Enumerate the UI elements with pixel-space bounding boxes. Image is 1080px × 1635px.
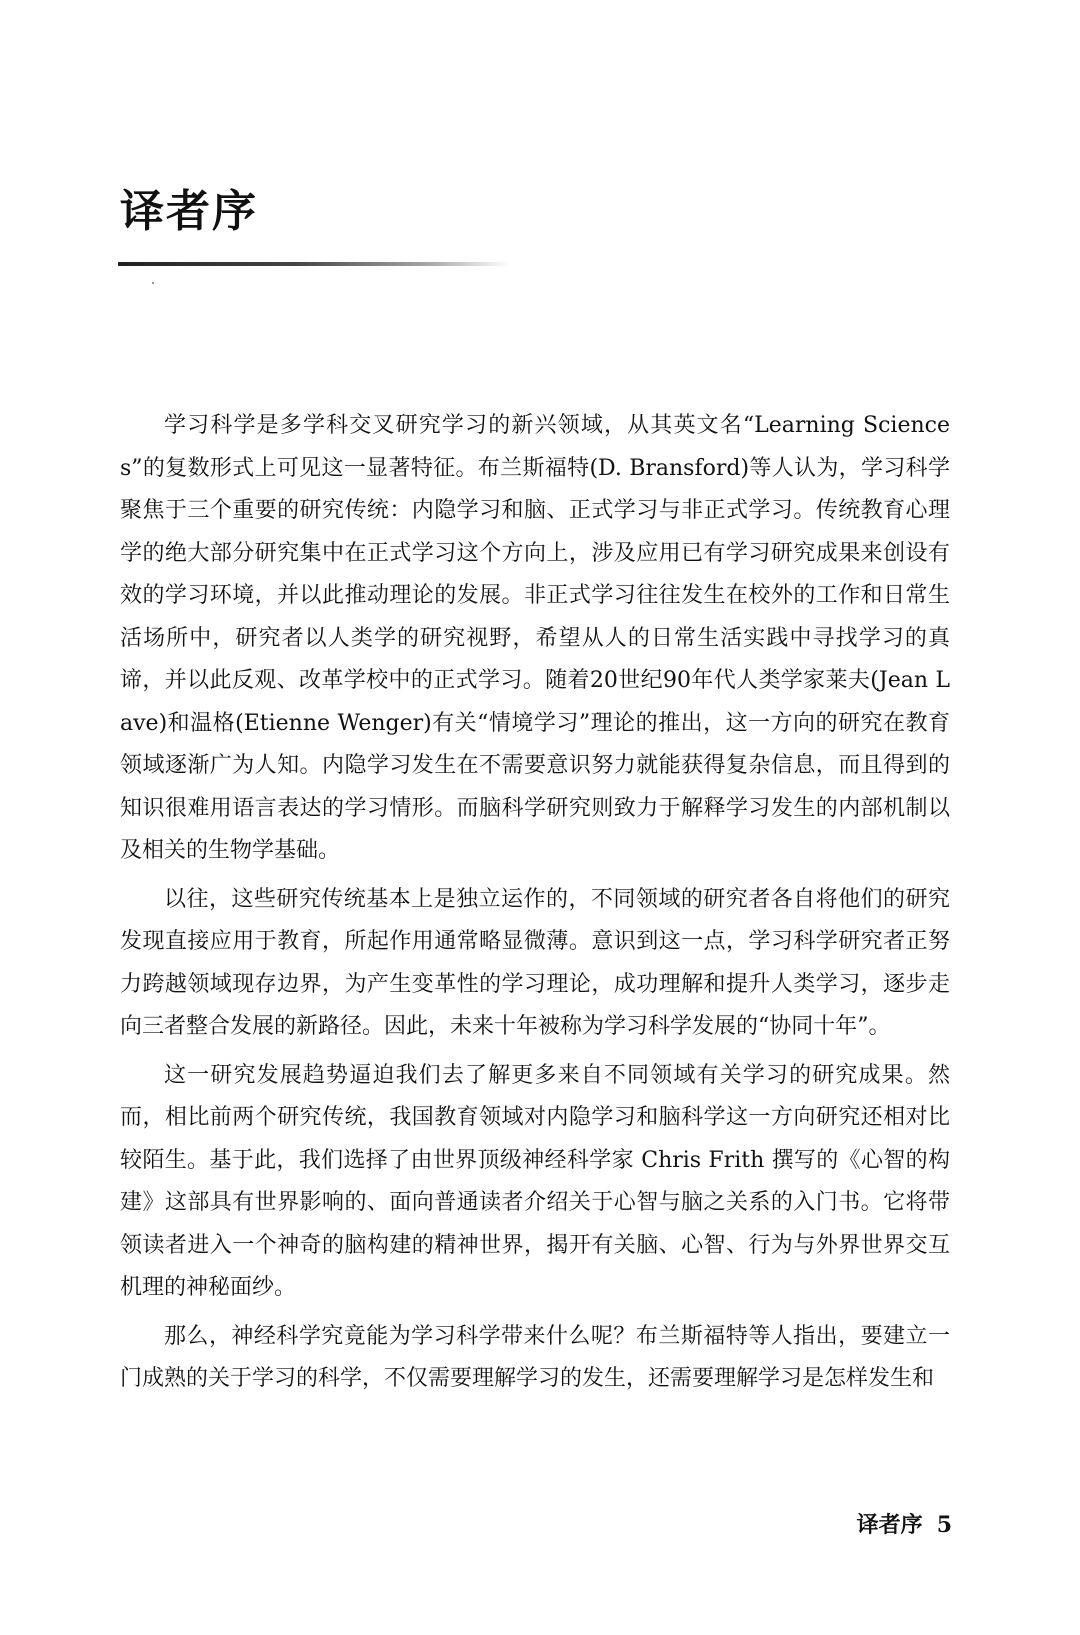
page-footer — [857, 1508, 952, 1539]
paragraph-2: 以往，这些研究传统基本上是独立运作的，不同领域的研究者各自将他们的研究发现直接应用于教育，所起作用通常略显微薄。意识到这一点，学习科学研究者正努力跨越领域现存边界，为产生变革性的学习理论，成功理解和提升人类学习，逐步走向三者整合发展的新路径。因此，未来十年被称为学习科学发展的“协同十年”。 — [120, 886, 950, 1039]
body-text — [120, 405, 950, 1401]
paragraph-1: 学习科学是多学科交叉研究学习的新兴领域，从其英文名“Learning Sciences”的复数形式上可见这一显著特征。布兰斯福特(D. Bransford)等人认为，学习科学聚焦于三个重要的研究传统：内隐学习和脑、正式学习与非正式学习。传统教育心理学的绝大部分研究集中在正式学习这个方向上，涉及应用已有学习研究成果来创设有效的学习环境，并以此推动理论的发展。非正式学习往往发生在校外的工作和日常生活场所中，研究者以人类学的研究视野，希望从人的日常生活实践中寻找学习的真谛，并以此反观、改革学校中的正式学习。随着20世纪90年代人类学家莱夫(Jean Lave)和温格(Etienne Wenger)有关“情境学习”理论的推出，这一方向的研究在教育领域逐渐广为人知。内隐学习发生在不需要意识努力就能获得复杂信息，而且得到的知识很难用语言表达的学习情形。而脑科学研究则致力于解释学习发生的内部机制以及相关的生物学基础。 — [120, 413, 950, 863]
paragraph-3: 这一研究发展趋势逼迫我们去了解更多来自不同领域有关学习的研究成果。然而，相比前两个研究传统，我国教育领域对内隐学习和脑科学这一方向研究还相对比较陌生。基于此，我们选择了由世界顶级神经科学家 Chris Frith 撰写的《心智的构建》这部具有世界影响的、面向普通读者介绍关于心智与脑之关系的入门书。它将带领读者进入一个神奇的脑构建的精神世界，揭开有关脑、心智、行为与外界世界交互机理的神秘面纱。 — [120, 1062, 950, 1300]
title-rule — [118, 262, 510, 266]
print-speck — [152, 282, 154, 284]
running-title: 译者序 — [856, 1512, 923, 1538]
page-number: 5 — [936, 1512, 952, 1538]
page-title: 译者序 — [120, 186, 258, 237]
paragraph-4: 那么，神经科学究竟能为学习科学带来什么呢？布兰斯福特等人指出，要建立一门成熟的关于学习的科学，不仅需要理解学习的发生，还需要理解学习是怎样发生和 — [120, 1323, 950, 1391]
